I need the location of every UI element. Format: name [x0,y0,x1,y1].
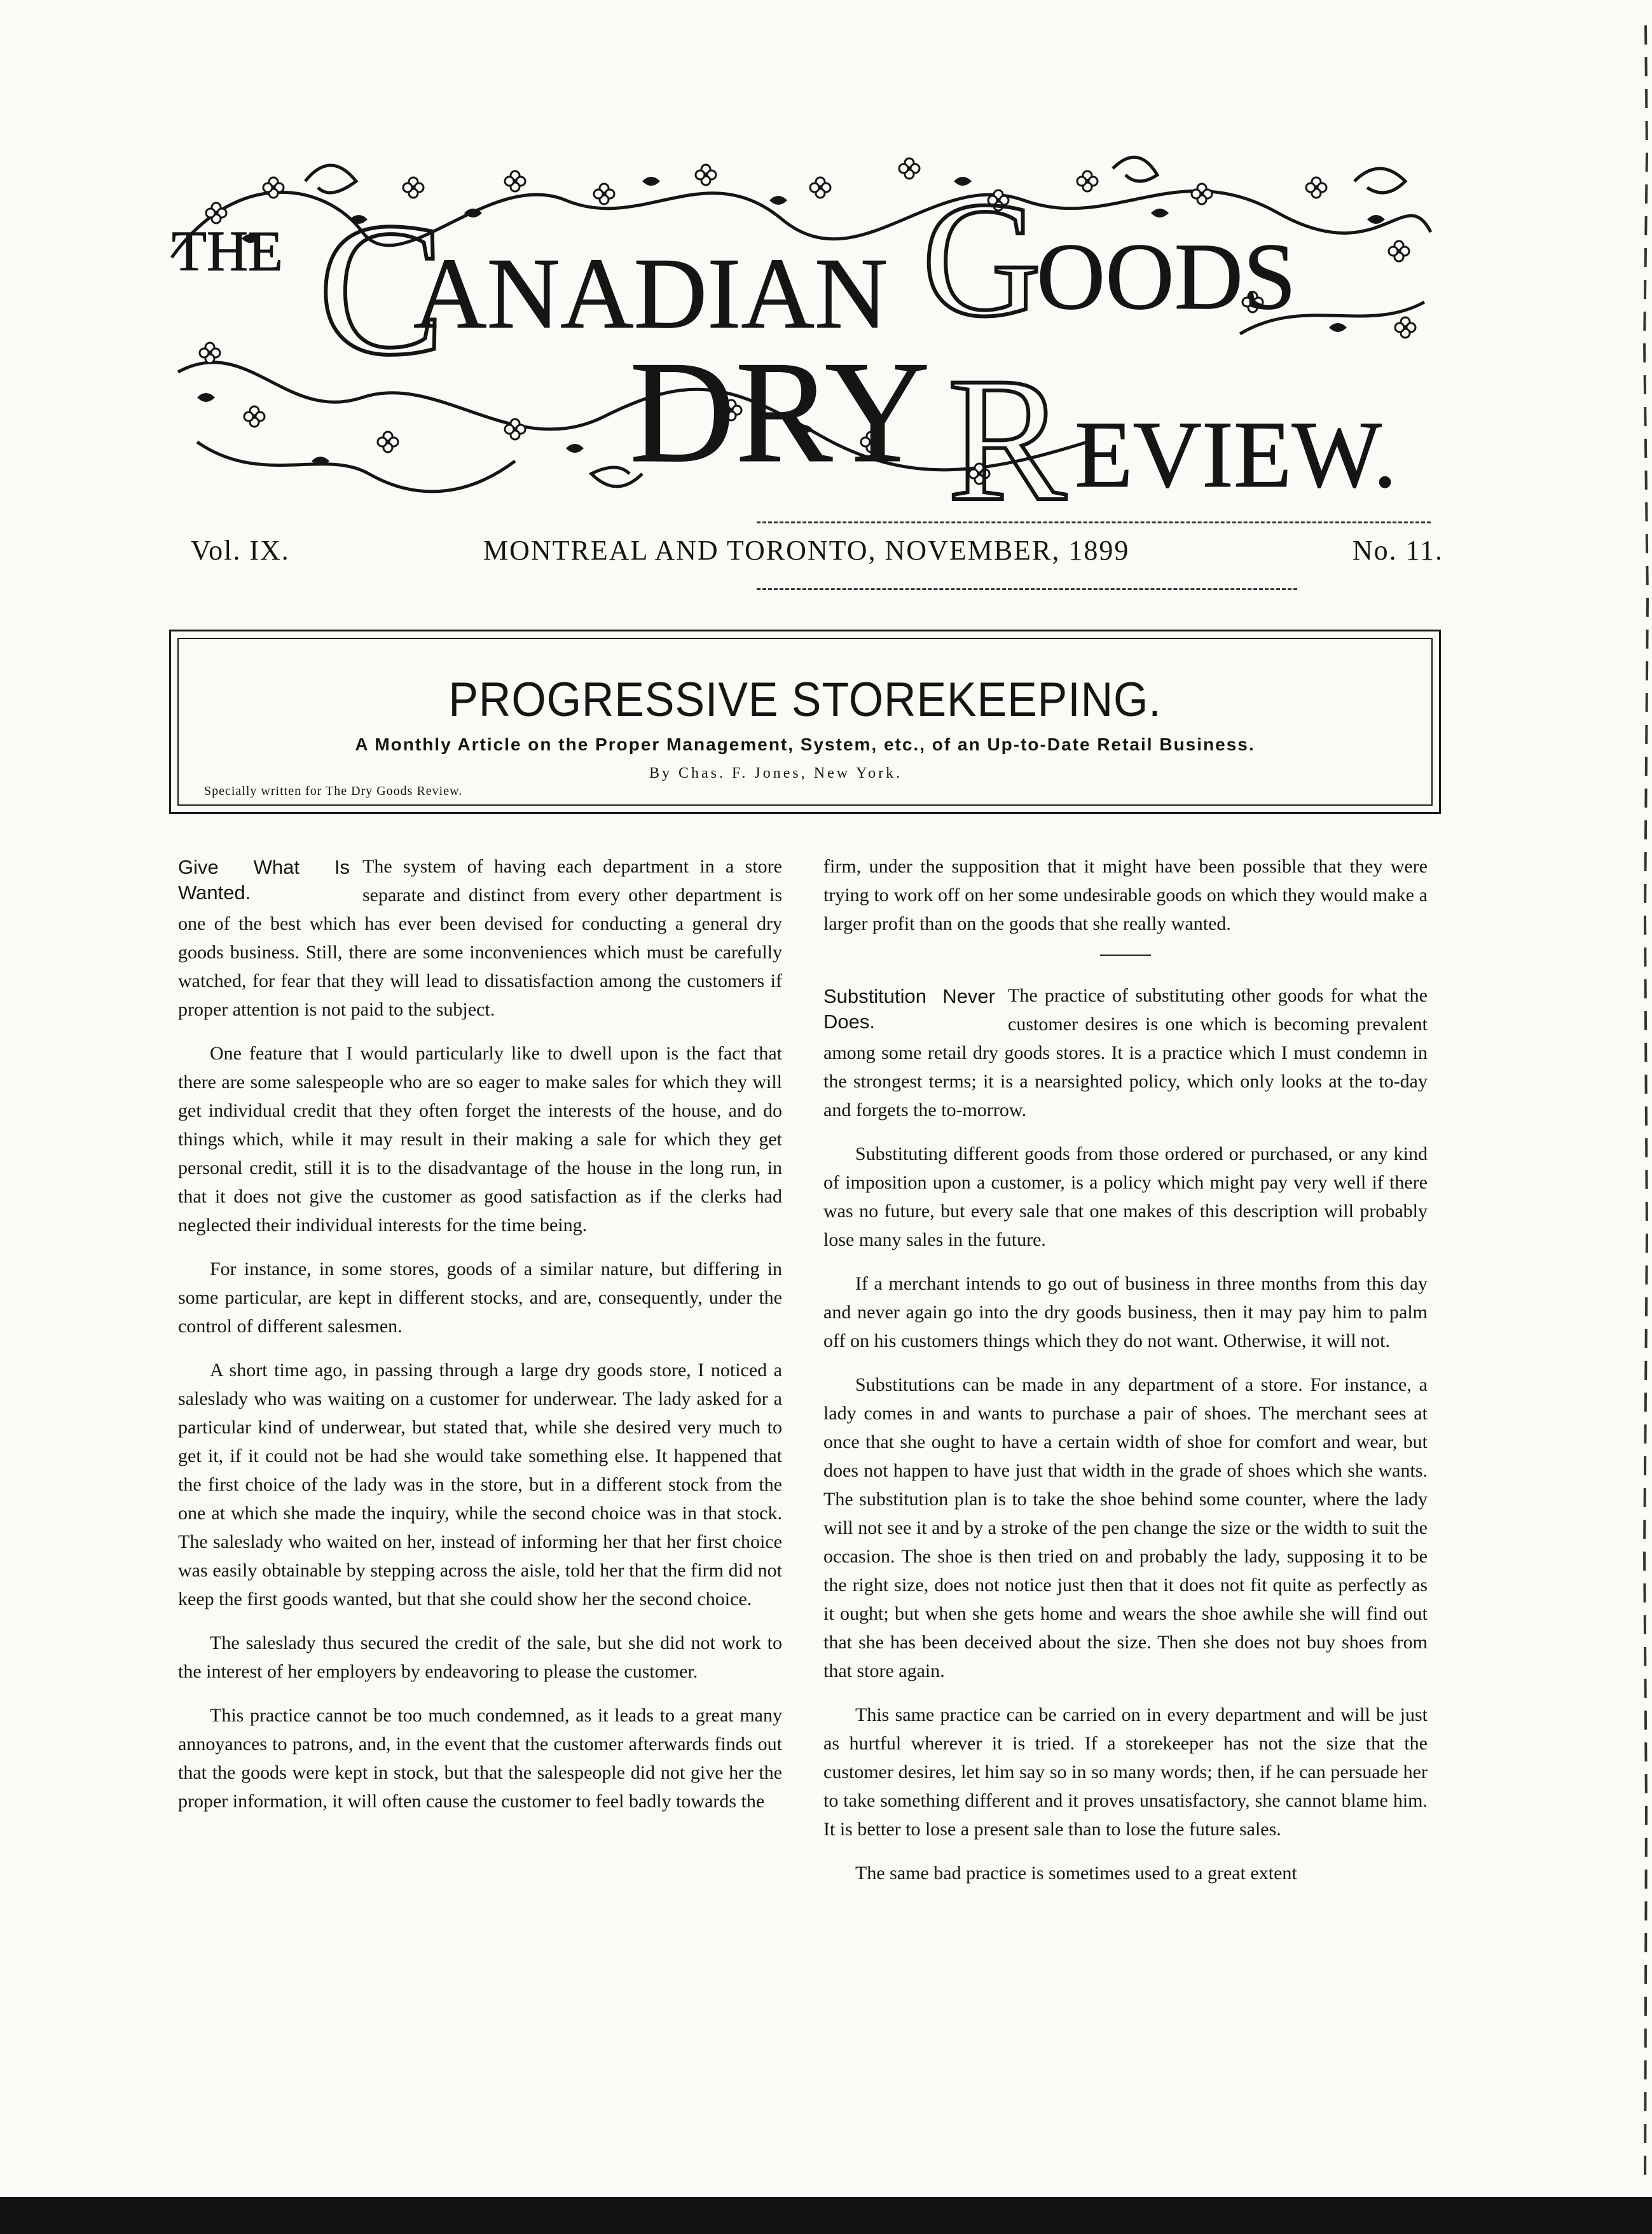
paragraph [178,852,782,1024]
issue-top-rule [757,521,1431,523]
volume-number: Vol. IX. [191,535,290,566]
paragraph: The saleslady thus secured the credit of the sale, but she did not work to the interest of her employers by endeavoring to please the customer. [178,1632,782,1682]
masthead-logo-art [159,143,1443,512]
svg-text:C: C [318,183,446,394]
paragraph: If a merchant intends to go out of business in three months from this day and never again go into the dry goods business, then it may pay him to palm off on his customers things which they do not want. Otherwise, it will not. [823,1273,1428,1351]
paragraph-text: The practice of substituting other goods for what the customer desires is one which is becoming prevalent among some retail dry goods stores. It is a practice which I must condemn in the strongest terms; it is a nearsighted policy, which only looks at the to-day and forgets the to-morrow. [823,985,1428,1120]
paragraph: A short time ago, in passing through a large dry goods store, I noticed a saleslady who was waiting on a customer for underwear. The lady asked for a particular kind of underwear, but stated that, while she desired very much to get it, if it could not be had she would take something else. It happened that the first choice of the lady was in the store, but in a different stock from the one at which she made the inquiry, while the second choice was in that stock. The saleslady who waited on her, instead of informing her that her first choice was easily obtainable by stepping across the aisle, told her that the firm did not keep the first goods wanted, but that she could show her the second choice. [178,1360,782,1610]
article-title: PROGRESSIVE STOREKEEPING. [448,673,1162,727]
masthead-logo [159,143,1443,512]
scan-edge-artifact [1639,25,1652,2188]
paragraph-text: The system of having each department in a store separate and distinct from every other department is one of the best which has ever been devised for conducting a general dry goods business. Still, there are some inconveniences which must be carefully watched, for fear that they will lead to dissatisfaction among the customers if proper attention is not paid to the subject. [178,856,782,1020]
svg-text:THE: THE [172,220,283,283]
paragraph: Substitutions can be made in any department of a store. For instance, a lady comes in and wants to purchase a pair of shoes. The merchant sees at once that she ought to have a certain width of shoe for comfort and wear, but does not happen to have just that width in the grade of shoes which she wants. The substitution plan is to take the shoe behind some counter, where the lady will not see it and by a stroke of the pen change the size or the width to suit the occasion. The shoe is then tried on and probably the lady, supposing it to be the right size, does not notice just then that it does not fit quite as perfectly as it ought; but when she gets home and wears the shoe awhile she will find out that she has been deceived about the size. Then she does not buy shoes from that store again. [823,1374,1428,1681]
article-header-inner-frame [177,638,1433,806]
scan-bottom-band [0,2197,1652,2234]
paragraph: One feature that I would particularly like to dwell upon is the fact that there are some salespeople who are so eager to make sales for which they will get individual credit that they often forget the interests of the house, and do things which, while it may result in their making a sale for which they get personal credit, still it is to the disadvantage of the house in the long run, in that it does not give the customer as good satisfaction as if the clerks had neglected their individual interests for the time being. [178,1043,782,1236]
svg-text:R: R [947,340,1066,512]
article-subtitle: A Monthly Article on the Proper Management, System, etc., of an Up-to-Date Retail Business. [355,734,1255,754]
paragraph: Substituting different goods from those ordered or purchased, or any kind of imposition upon a customer, is a policy which might pay very well if there was no future, but every sale that one makes of this description will probably lose many sales in the future. [823,1143,1428,1250]
svg-text:DRY: DRY [630,331,930,493]
issue-bottom-rule [757,588,1297,590]
svg-text:OODS: OODS [1036,224,1297,329]
specially-written-note: Specially written for The Dry Goods Review. [204,784,463,798]
article-header-box [169,630,1441,814]
paragraph: The same bad practice is sometimes used to a great extent [855,1863,1297,1884]
paragraph: This same practice can be carried on in every department and will be just as hurtful wherever it is tried. If a storekeeper has not the size that the customer desires, let him say so in so many words; then, if he can persuade her to take something different and it proves unsatisfactory, she cannot blame him. It is better to lose a present sale than to lose the future sales. [823,1704,1428,1840]
svg-text:ANADIAN: ANADIAN [413,237,888,350]
svg-text:G: G [922,168,1042,351]
paragraph [823,981,1428,1124]
paragraph: firm, under the supposition that it might have been possible that they were trying to work off on her some undesirable goods on which they would make a larger profit than on the goods that she really wanted. [823,856,1428,934]
article-byline: By Chas. F. Jones, New York. [649,765,903,782]
issue-number: No. 11. [1352,535,1443,566]
section-heading-give-what-is-wanted: Give What Is Wanted. [178,856,350,904]
section-heading-substitution-never-does: Substitution Never Does. [823,985,995,1033]
left-column [178,852,782,1831]
right-column [823,852,1428,1903]
place-and-date: MONTREAL AND TORONTO, NOVEMBER, 1899 [483,535,1130,566]
svg-text:EVIEW.: EVIEW. [1075,402,1397,507]
issue-line [191,534,1443,579]
paragraph: This practice cannot be too much condemned, as it leads to a great many annoyances to patrons, and, in the event that the customer afterwards finds out that the goods were kept in stock, but that the salespeople did not give her the proper information, it will often cause the customer to feel badly towards the [178,1705,782,1812]
paragraph: For instance, in some stores, goods of a similar nature, but differing in some particular, are kept in different stocks, and are, consequently, under the control of different salesmen. [178,1258,782,1337]
section-separator [1100,955,1151,956]
